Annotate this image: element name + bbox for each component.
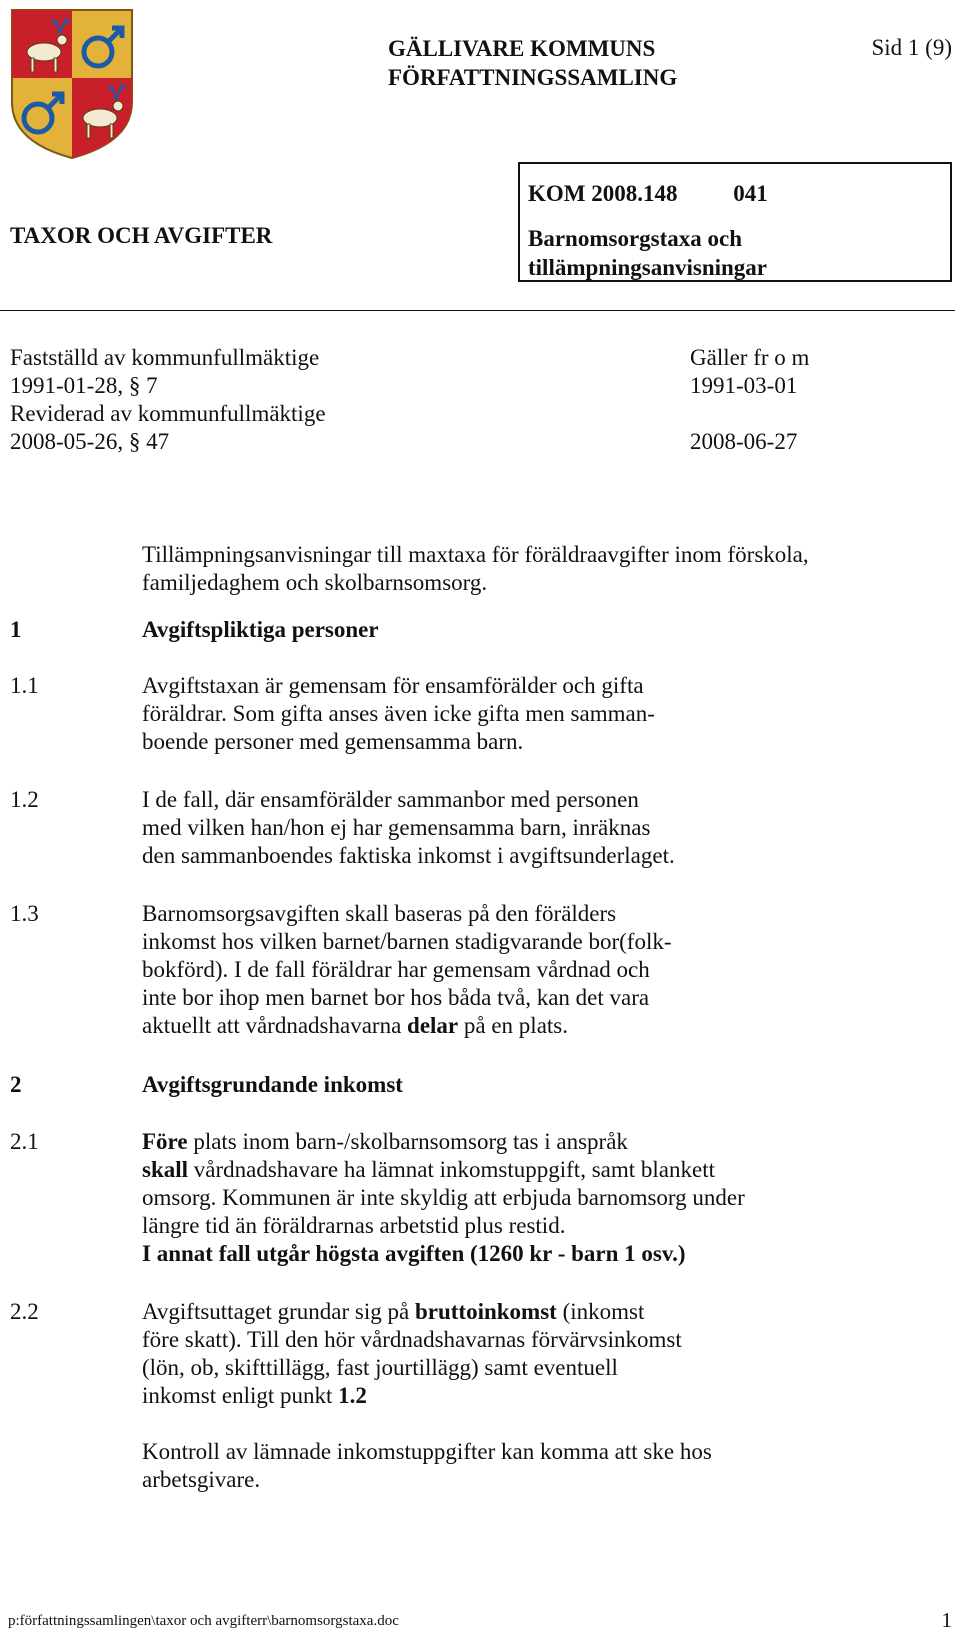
text-line: omsorg. Kommunen är inte skyldig att erbjuda barnomsorg under bbox=[142, 1185, 745, 1210]
text-line bbox=[142, 1012, 950, 1040]
valid-from-date: 2008-06-27 bbox=[690, 429, 798, 454]
emphasis: delar bbox=[407, 1013, 459, 1038]
text-line: bokförd). I de fall föräldrar har gemensam vårdnad och bbox=[142, 957, 650, 982]
revised-date: 2008-05-26, § 47 bbox=[10, 429, 170, 454]
adopted-by: Fastställd av kommunfullmäktige bbox=[10, 345, 320, 370]
clause-1-3 bbox=[10, 900, 950, 1040]
text-line: boende personer med gemensamma barn. bbox=[142, 729, 524, 754]
footer-page-number: 1 bbox=[941, 1608, 952, 1632]
valid-from-label: Gäller fr o m bbox=[690, 345, 810, 370]
collection-name: FÖRFATTNINGSSAMLING bbox=[388, 65, 678, 90]
clause-text bbox=[142, 672, 950, 756]
clause-2-1 bbox=[10, 1128, 950, 1268]
text-line bbox=[142, 1128, 950, 1156]
clause-1-2 bbox=[10, 786, 950, 870]
clause-text bbox=[142, 900, 950, 1040]
text-line bbox=[142, 1382, 950, 1410]
section-number: 2 bbox=[10, 1072, 22, 1097]
text-line: längre tid än föräldrarnas arbetstid plus restid. bbox=[142, 1213, 566, 1238]
text-line: inte bor ihop men barnet bor hos båda två, kan det vara bbox=[142, 985, 650, 1010]
clause-2-2 bbox=[10, 1298, 950, 1494]
clause-number: 2.2 bbox=[10, 1299, 39, 1324]
subject-line: Barnomsorgstaxa och bbox=[528, 226, 743, 252]
text-line: Kontroll av lämnade inkomstuppgifter kan komma att ske hos bbox=[142, 1439, 712, 1464]
clause-1-1 bbox=[10, 672, 950, 756]
text-line: (lön, ob, skifttillägg, fast jourtillägg) samt eventuell bbox=[142, 1355, 618, 1380]
file-path-footer: p:författningssamlingen\taxor och avgifterr\barnomsorgstaxa.doc bbox=[8, 1613, 399, 1629]
text-run: på en plats. bbox=[458, 1013, 568, 1038]
text-line: I de fall, där ensamförälder sammanbor med personen bbox=[142, 787, 639, 812]
text-run: Avgiftsuttaget grundar sig på bbox=[142, 1299, 415, 1324]
text-line: inkomst hos vilken barnet/barnen stadigvarande bor(folk- bbox=[142, 929, 672, 954]
text-line bbox=[142, 1156, 950, 1184]
adopted-date: 1991-01-28, § 7 bbox=[10, 373, 158, 398]
document-subject bbox=[528, 224, 950, 282]
text-run: (inkomst bbox=[556, 1299, 645, 1324]
text-line bbox=[142, 1298, 950, 1326]
section-heading bbox=[10, 616, 950, 644]
text-line: Barnomsorgsavgiften skall baseras på den förälders bbox=[142, 901, 617, 926]
text-line: familjedaghem och skolbarnsomsorg. bbox=[142, 570, 488, 595]
emphasis: bruttoinkomst bbox=[414, 1299, 557, 1324]
clause-text bbox=[142, 1128, 950, 1268]
emphasis: Före bbox=[142, 1129, 188, 1154]
organization-name: GÄLLIVARE KOMMUNS bbox=[388, 36, 656, 61]
clause-number: 2.1 bbox=[10, 1129, 39, 1154]
emphasis: 1.2 bbox=[338, 1383, 367, 1408]
document-header-title bbox=[388, 34, 677, 92]
text-line: Tillämpningsanvisningar till maxtaxa för föräldraavgifter inom förskola, bbox=[142, 542, 809, 567]
section-title: Avgiftsgrundande inkomst bbox=[142, 1072, 403, 1097]
reference-number: 041 bbox=[733, 181, 768, 206]
reference-code: KOM 2008.148 bbox=[528, 181, 678, 206]
revised-by: Reviderad av kommunfullmäktige bbox=[10, 401, 326, 426]
text-run: plats inom barn-/skolbarnsomsorg tas i anspråk bbox=[187, 1129, 628, 1154]
text-line: den sammanboendes faktiska inkomst i avgiftsunderlaget. bbox=[142, 843, 675, 868]
validity-info bbox=[690, 344, 809, 456]
reference-code-row bbox=[528, 180, 950, 208]
municipal-coat-of-arms-logo bbox=[8, 6, 136, 162]
text-run: inkomst enligt punkt bbox=[142, 1383, 339, 1408]
section-heading bbox=[10, 1071, 950, 1099]
adoption-info bbox=[10, 344, 326, 456]
emphasis: skall bbox=[142, 1157, 189, 1182]
text-run: vårdnadshavare ha lämnat inkomstuppgift, samt blankett bbox=[188, 1157, 715, 1182]
text-line: arbetsgivare. bbox=[142, 1467, 261, 1492]
text-line: med vilken han/hon ej har gemensamma barn, inräknas bbox=[142, 815, 651, 840]
intro-paragraph bbox=[142, 541, 912, 597]
category-label: TAXOR OCH AVGIFTER bbox=[10, 223, 273, 248]
clause-text bbox=[142, 1298, 950, 1494]
text-line: I annat fall utgår högsta avgiften (1260 kr - barn 1 osv.) bbox=[142, 1241, 686, 1266]
clause-number: 1.1 bbox=[10, 673, 39, 698]
valid-from-date: 1991-03-01 bbox=[690, 373, 798, 398]
subject-line: tillämpningsanvisningar bbox=[528, 255, 768, 281]
text-line: föräldrar. Som gifta anses även icke gifta men samman- bbox=[142, 701, 655, 726]
clause-number: 1.2 bbox=[10, 787, 39, 812]
text-line: Avgiftstaxan är gemensam för ensamförälder och gifta bbox=[142, 673, 644, 698]
clause-text bbox=[142, 786, 950, 870]
header-divider bbox=[0, 310, 955, 311]
section-number: 1 bbox=[10, 617, 22, 642]
clause-number: 1.3 bbox=[10, 901, 39, 926]
text-run: aktuellt att vårdnadshavarna bbox=[142, 1013, 408, 1038]
section-title: Avgiftspliktiga personer bbox=[142, 617, 379, 642]
document-reference-box bbox=[518, 162, 952, 282]
page-indicator: Sid 1 (9) bbox=[871, 35, 952, 60]
text-line: före skatt). Till den hör vårdnadshavarnas förvärvsinkomst bbox=[142, 1327, 682, 1352]
